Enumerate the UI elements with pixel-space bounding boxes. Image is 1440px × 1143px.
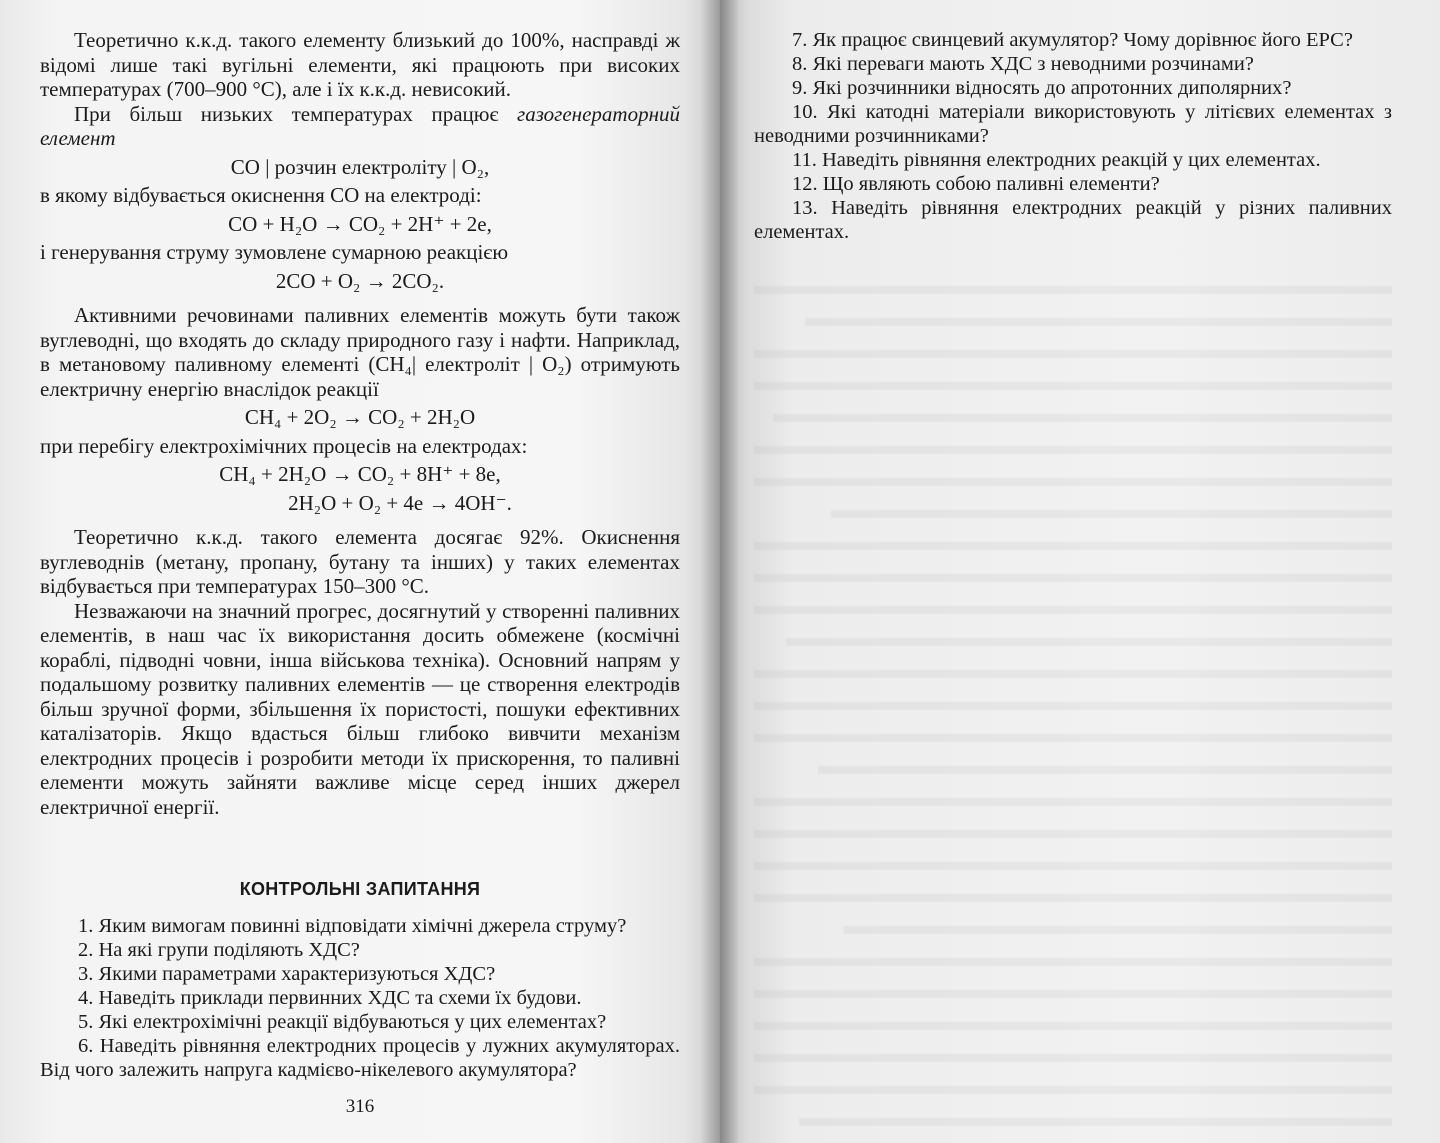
- question-7: 7. Як працює свинцевий акумулятор? Чому дорівнює його ЕРС?: [792, 29, 1353, 51]
- page-number: 316: [345, 1096, 375, 1117]
- equation-4: CH₄ + 2O₂ → CO₂ + 2H₂O: [244, 405, 476, 429]
- question-4: 4. Наведіть приклади первинних ХДС та схеми їх будови.: [78, 987, 582, 1009]
- question-11: 11. Наведіть рівняння електродних реакцій у цих елементах.: [792, 149, 1321, 171]
- paragraph-2: [40, 102, 680, 151]
- paragraph-4: Теоретично к.к.д. такого елемента досягає 92%. Окиснення вуглеводнів (метану, пропану, бутану та інших) у таких елементах відбувається при температурах 150–300 °С.: [40, 525, 680, 598]
- equation-1: CO | розчин електроліту | O₂,: [230, 154, 490, 179]
- equation-3: 2CO + O₂ → 2CO₂.: [275, 268, 445, 293]
- paragraph-2-text: При більш низьких температурах працює: [74, 101, 518, 126]
- text-after-eq2: і генерування струму зумовлене сумарною реакцією: [40, 240, 509, 264]
- question-8: 8. Які переваги мають ХДС з неводними розчинами?: [792, 53, 1254, 75]
- section-heading: КОНТРОЛЬНІ ЗАПИТАННЯ: [239, 879, 481, 899]
- paragraph-2-term: газогенераторний елемент: [40, 101, 680, 150]
- question-9: 9. Які розчинники відносять до апротонних диполярних?: [792, 77, 1292, 99]
- bleed-through-text: [754, 278, 1392, 1143]
- question-12: 12. Що являють собою паливні елементи?: [792, 173, 1160, 195]
- text-after-eq4: при перебігу електрохімічних процесів на електродах:: [40, 433, 528, 458]
- question-1: 1. Яким вимогам повинні відповідати хімічні джерела струму?: [78, 915, 627, 937]
- equation-6: 2H₂O + O₂ + 4e → 4OH⁻.: [288, 490, 512, 515]
- question-10: 10. Які катодні матеріали використовують у літієвих елементах з неводними розчинниками?: [754, 101, 1392, 147]
- question-13: 13. Наведіть рівняння електродних реакцій у різних паливних елементах.: [754, 197, 1392, 243]
- equation-2: CO + H₂O → CO₂ + 2H⁺ + 2e,: [228, 211, 492, 236]
- text-after-eq1: в якому відбувається окиснення CO на електроді:: [40, 183, 482, 207]
- equation-5: CH₄ + 2H₂O → CO₂ + 8H⁺ + 8e,: [219, 462, 501, 486]
- paragraph-3: Активними речовинами паливних елементів можуть бути також вуглеводні, що входять до складу природного газу і нафти. Наприклад, в метановому паливному елементі (CH₄| електроліт | O₂) отримують електричну енергію внаслідок реакції: [40, 303, 680, 401]
- right-page: [720, 0, 1440, 1143]
- paragraph-1: Теоретично к.к.д. такого елементу близький до 100%, насправді ж відомі лише такі вугільні елементи, які працюють при високих температурах (700–900 °С), але і їх к.к.д. невисокий.: [40, 28, 680, 101]
- question-6: 6. Наведіть рівняння електродних процесів у лужних акумуляторах. Від чого залежить напруга кадмієво-нікелевого акумулятора?: [40, 1035, 680, 1081]
- paragraph-5: Незважаючи на значний прогрес, досягнутий у створенні паливних елементів, в наш час їх використання досить обмежене (космічні кораблі, підводні човни, інша військова техніка). Основний напрям у подальшому розвитку паливних елементів — це створення електродів більш зручної форми, збільшення їх пористості, пошуки ефективних каталізаторів. Якщо вдасться більш глибоко вивчити механізм електродних процесів і розробити методи їх прискорення, то паливні елементи можуть зайняти важливе місце серед інших джерел електричної енергії.: [40, 598, 680, 819]
- question-3: 3. Якими параметрами характеризуються ХДС?: [78, 963, 496, 985]
- question-5: 5. Які електрохімічні реакції відбуваються у цих елементах?: [78, 1011, 607, 1033]
- question-2: 2. На які групи поділяють ХДС?: [78, 939, 360, 961]
